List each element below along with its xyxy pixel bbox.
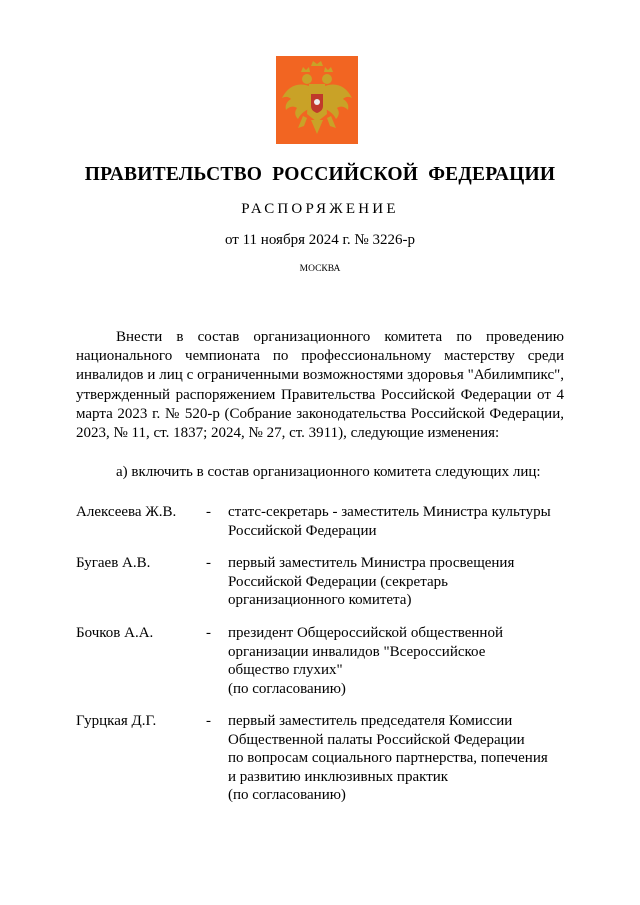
member-name: Бочков А.А.: [76, 625, 154, 641]
coat-of-arms-emblem: [276, 56, 358, 144]
member-role: первый заместитель председателя Комиссии Общественной палаты Российской Федерации по вопросам социального партнерства, попечения и развитию инклюзивных практик (по согласованию): [228, 713, 548, 803]
document-type: РАСПОРЯЖЕНИЕ: [241, 201, 399, 217]
russian-coat-of-arms-icon: [276, 56, 358, 144]
member-name: Бугаев А.В.: [76, 555, 151, 571]
document-date-number: от 11 ноября 2024 г. № 3226-р: [225, 232, 415, 248]
member-role: президент Общероссийской общественной организации инвалидов "Всероссийское общество глухих" (по согласованию): [228, 625, 503, 697]
government-title: ПРАВИТЕЛЬСТВО РОССИЙСКОЙ ФЕДЕРАЦИИ: [84, 164, 556, 185]
member-name: Алексеева Ж.В.: [76, 504, 177, 520]
member-dash: -: [206, 713, 211, 729]
document-city: МОСКВА: [299, 264, 341, 274]
member-dash: -: [206, 625, 211, 641]
member-name: Гурцкая Д.Г.: [76, 713, 157, 729]
main-paragraph: Внести в состав организационного комитета по проведению национального чемпионата по профессиональному мастерству среди инвалидов и лиц с ограниченными возможностями здоровья "Абилимпикс", утвержденный распоряжением Правительства Российской Федерации от 4 марта 2023 г. № 520-р (Собрание законодательства Российской Федерации, 2023, № 11, ст. 1837; 2024, № 27, ст. 3911), следующие изменения:: [76, 329, 564, 442]
member-role: первый заместитель Министра просвещения Российской Федерации (секретарь организационного комитета): [228, 555, 515, 608]
member-dash: -: [206, 504, 211, 520]
member-dash: -: [206, 555, 211, 571]
member-role: статс-секретарь - заместитель Министра культуры Российской Федерации: [228, 504, 551, 539]
sub-item-a: а) включить в состав организационного комитета следующих лиц:: [116, 464, 541, 480]
